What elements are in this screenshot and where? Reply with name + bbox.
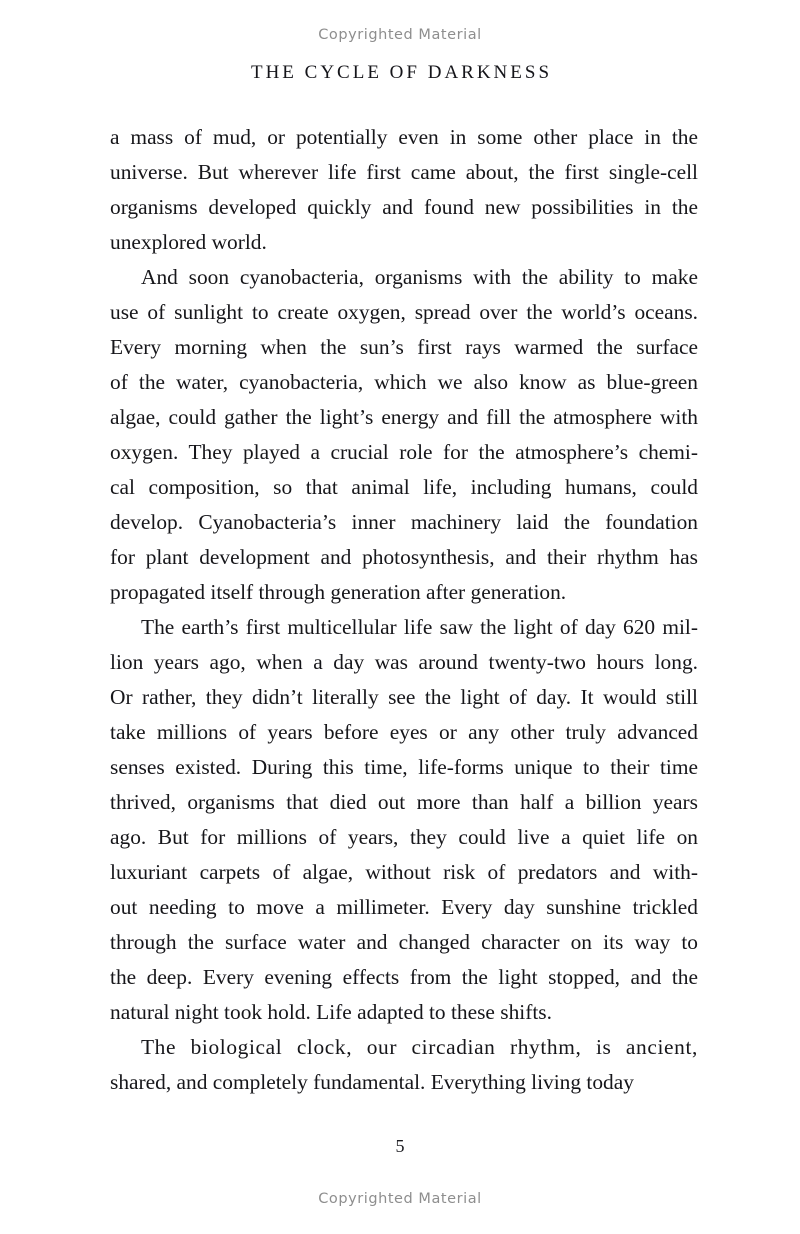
text-line: ago. But for millions of years, they could live a quiet life on (110, 825, 698, 849)
text-line: And soon cyanobacteria, organisms with the ability to make (141, 265, 698, 289)
text-line: The biological clock, our circadian rhythm, is ancient, (141, 1035, 698, 1059)
text-line: lion years ago, when a day was around twenty-two hours long. (110, 650, 698, 674)
text-line: organisms developed quickly and found new possibilities in the (110, 195, 698, 219)
text-line: for plant development and photosynthesis, and their rhythm has (110, 545, 698, 569)
text-line: universe. But wherever life first came about, the first single-cell (110, 160, 698, 184)
copyright-watermark-top: Copyrighted Material (318, 27, 482, 43)
text-line: unexplored world. (110, 230, 267, 254)
paragraph-cyanobacteria (110, 260, 698, 610)
text-line: through the surface water and changed character on its way to (110, 930, 698, 954)
text-line: algae, could gather the light’s energy and fill the atmosphere with (110, 405, 698, 429)
paragraph-multicellular-life (110, 610, 698, 1030)
copyright-watermark-bottom: Copyrighted Material (318, 1191, 482, 1207)
text-line: oxygen. They played a crucial role for the atmosphere’s chemi- (110, 440, 698, 464)
text-line: the deep. Every evening effects from the light stopped, and the (110, 965, 698, 989)
text-line: of the water, cyanobacteria, which we also know as blue-green (110, 370, 698, 394)
running-head-title: THE CYCLE OF DARKNESS (250, 62, 553, 83)
text-line: senses existed. During this time, life-forms unique to their time (110, 755, 698, 779)
text-line: cal composition, so that animal life, including humans, could (110, 475, 698, 499)
text-line: take millions of years before eyes or any other truly advanced (110, 720, 698, 744)
text-line: shared, and completely fundamental. Everything living today (110, 1070, 634, 1094)
text-line: use of sunlight to create oxygen, spread over the world’s oceans. (110, 300, 698, 324)
text-line: out needing to move a millimeter. Every day sunshine trickled (110, 895, 698, 919)
text-line: Every morning when the sun’s first rays warmed the surface (110, 335, 698, 359)
paragraph-biological-clock (110, 1030, 698, 1100)
text-line: natural night took hold. Life adapted to these shifts. (110, 1000, 552, 1024)
text-line: thrived, organisms that died out more than half a billion years (110, 790, 698, 814)
text-line: develop. Cyanobacteria’s inner machinery laid the foundation (110, 510, 698, 534)
text-line: propagated itself through generation after generation. (110, 580, 567, 604)
body-text-column (110, 120, 698, 1100)
text-line: Or rather, they didn’t literally see the light of day. It would still (110, 685, 698, 709)
text-line: a mass of mud, or potentially even in some other place in the (110, 125, 698, 149)
paragraph-continued (110, 120, 698, 260)
page-number: 5 (395, 1136, 405, 1156)
text-line: luxuriant carpets of algae, without risk of predators and with- (110, 860, 698, 884)
text-line: The earth’s first multicellular life saw the light of day 620 mil- (141, 615, 698, 639)
